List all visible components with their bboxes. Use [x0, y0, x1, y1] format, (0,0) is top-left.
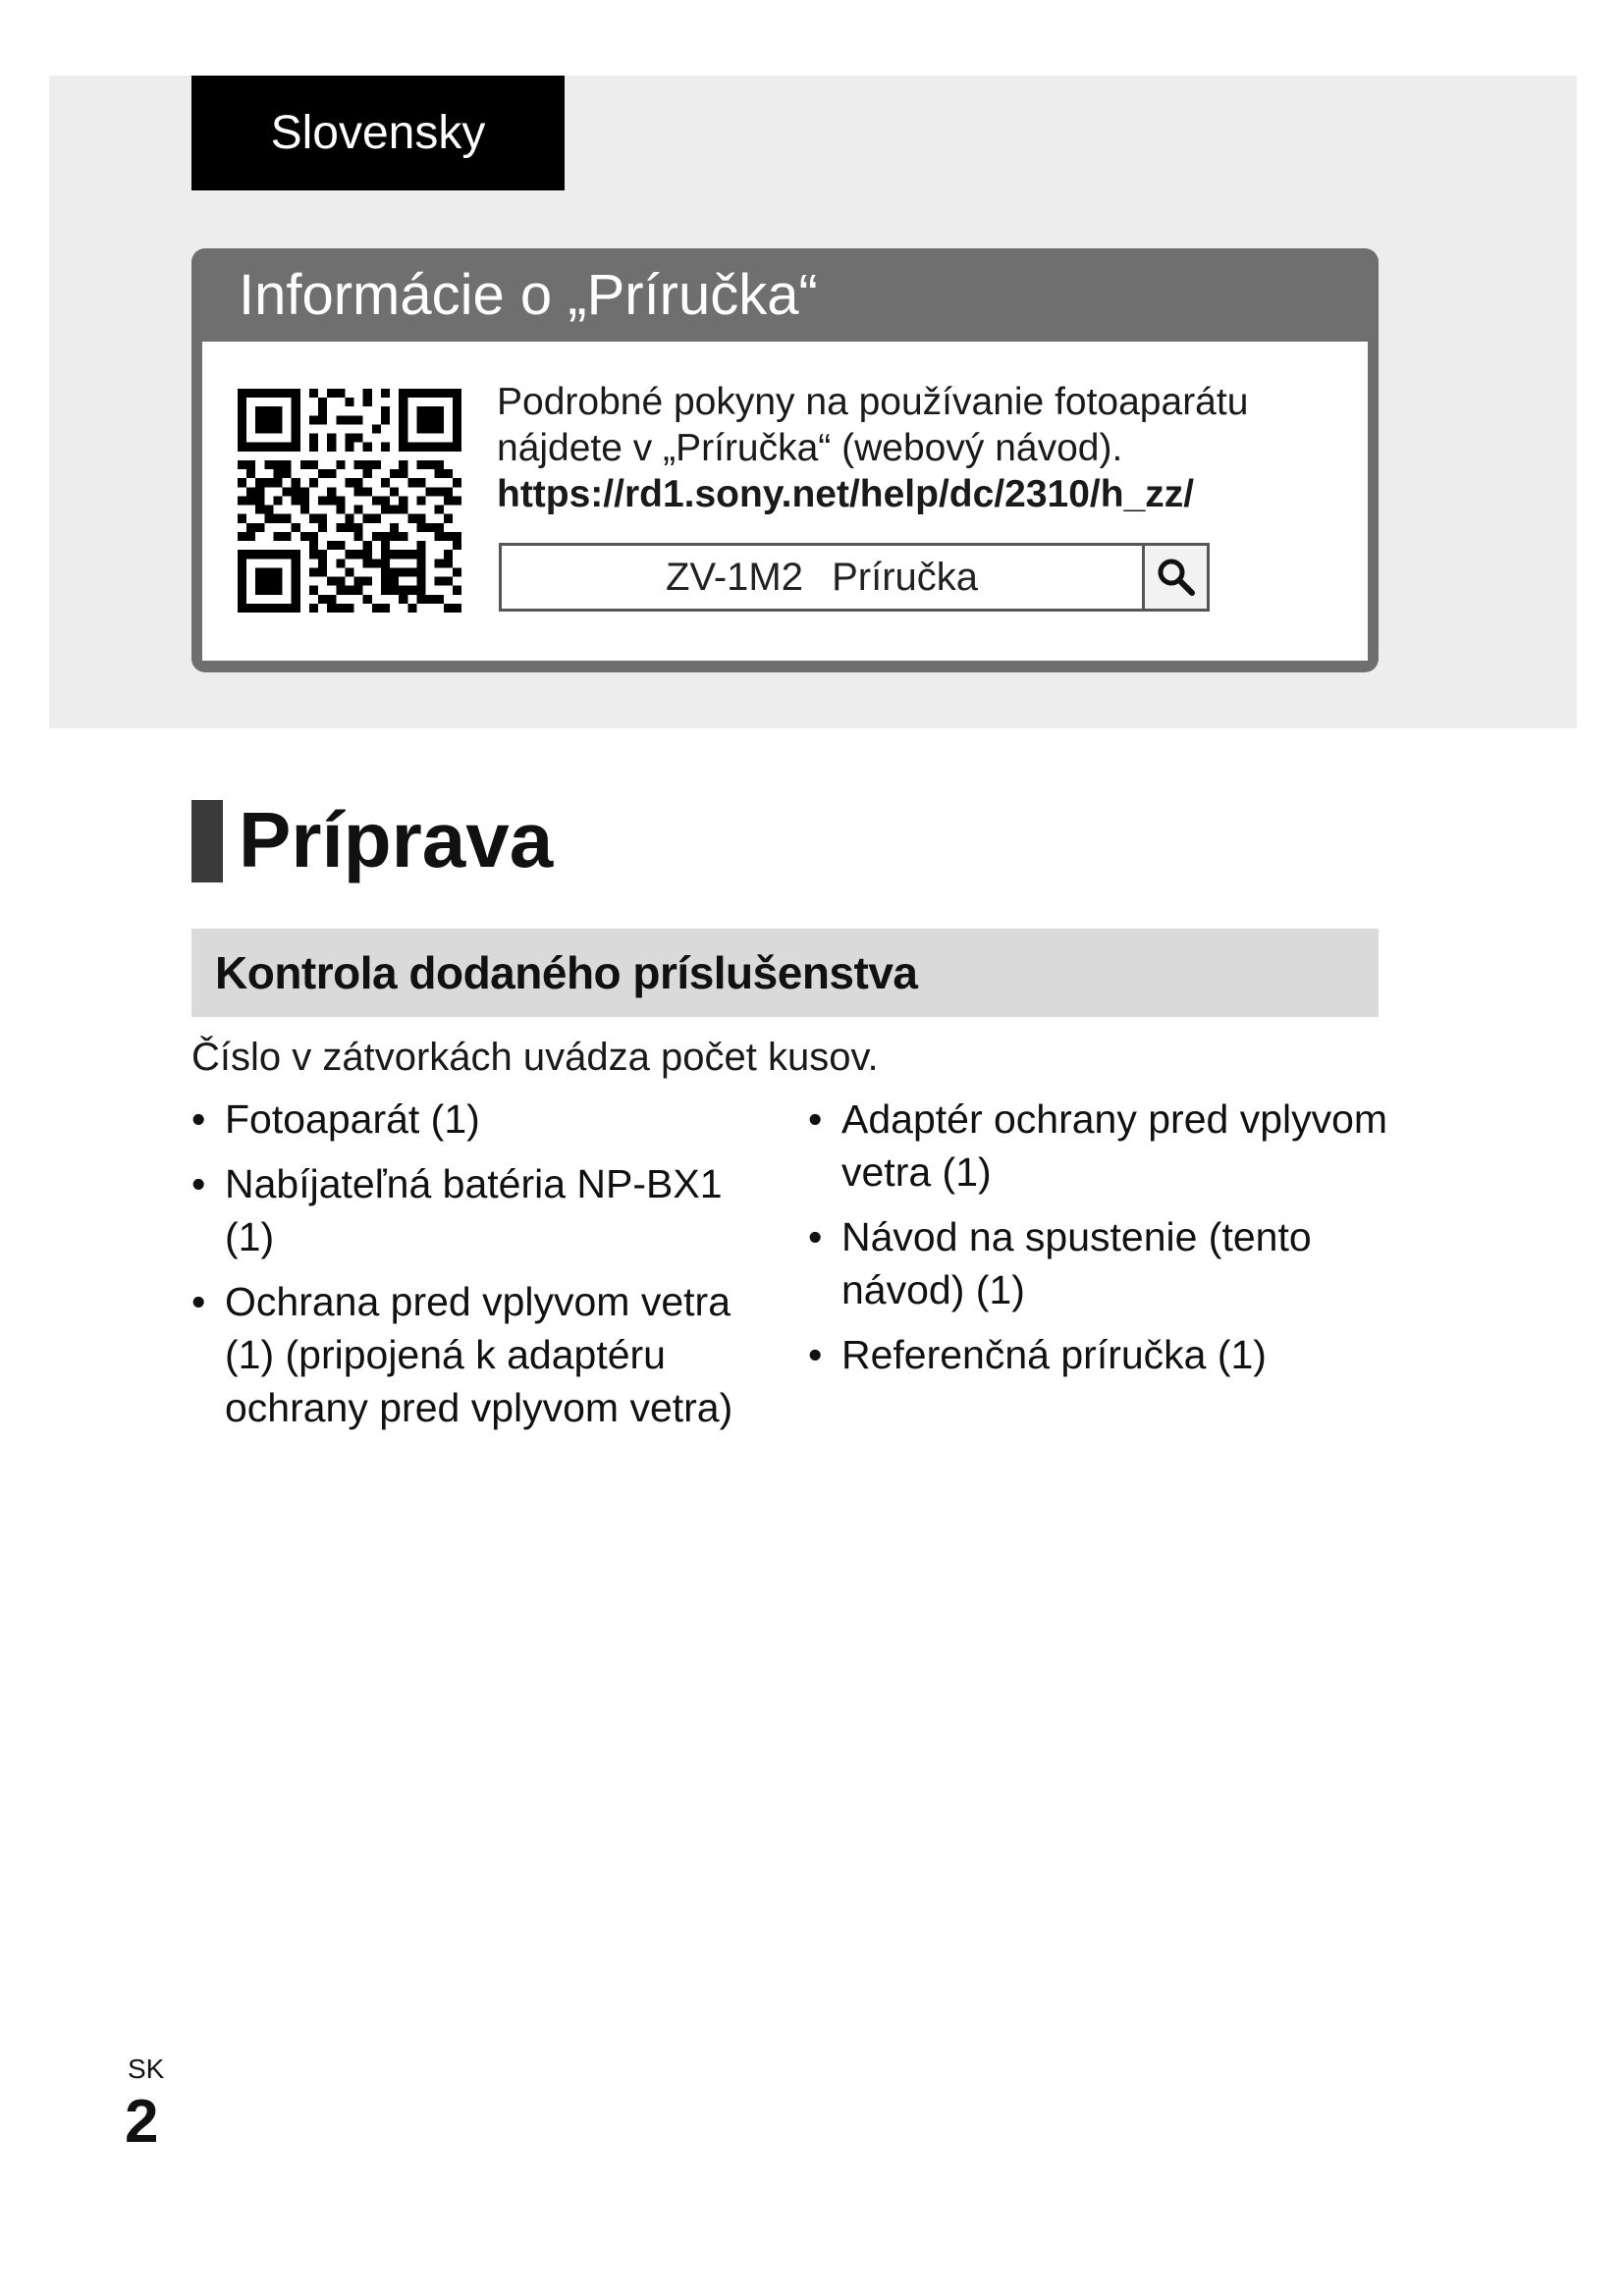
section-marker — [191, 800, 223, 882]
list-item — [191, 1275, 781, 1434]
search-field[interactable] — [499, 543, 1210, 612]
section-title: Príprava — [239, 796, 554, 883]
accessories-list-right — [808, 1093, 1397, 1393]
list-item-text: Adaptér ochrany pred vplyvom vetra (1) — [841, 1096, 1388, 1195]
list-item — [808, 1328, 1397, 1381]
bullet-icon: • — [808, 1332, 823, 1377]
list-item — [191, 1093, 781, 1146]
manual-info-box — [191, 248, 1379, 672]
magnifier-icon — [1155, 556, 1198, 599]
info-box-title: Informácie o „Príručka“ — [239, 263, 818, 327]
page-language-code: SK — [128, 2054, 165, 2084]
bullet-icon: • — [191, 1279, 206, 1324]
list-item — [808, 1210, 1397, 1316]
list-item-text: Ochrana pred vplyvom vetra (1) (pripojená k adaptéru ochrany pred vplyvom vetra) — [225, 1279, 733, 1430]
list-item-text: Referenčná príručka (1) — [841, 1332, 1267, 1377]
list-item-text: Návod na spustenie (tento návod) (1) — [841, 1214, 1312, 1312]
search-field-text: ZV-1M2 Príručka — [665, 555, 979, 599]
bullet-icon: • — [191, 1096, 206, 1142]
search-button[interactable] — [1142, 546, 1207, 609]
manual-url-link[interactable]: https://rd1.sony.net/help/dc/2310/h_zz/ — [497, 473, 1195, 515]
info-box-content — [202, 342, 1368, 661]
list-item-text: Fotoaparát (1) — [225, 1096, 480, 1142]
accessories-intro: Číslo v zátvorkách uvádza počet kusov. — [191, 1036, 879, 1079]
language-tab — [191, 76, 565, 190]
accessories-heading: Kontrola dodaného príslušenstva — [191, 929, 1379, 1017]
info-box-text — [497, 379, 1361, 517]
list-item — [191, 1157, 781, 1263]
bullet-icon: • — [808, 1214, 823, 1259]
bullet-icon: • — [808, 1096, 823, 1142]
qr-code-icon[interactable] — [238, 389, 461, 613]
manual-description: Podrobné pokyny na používanie fotoaparátu nájdete v „Príručka“ (webový návod). — [497, 381, 1249, 469]
list-item — [808, 1093, 1397, 1199]
page-number: 2 — [125, 2088, 159, 2156]
language-tab-label: Slovensky — [270, 107, 486, 159]
list-item-text: Nabíjateľná batéria NP-BX1 (1) — [225, 1161, 723, 1259]
bullet-icon: • — [191, 1161, 206, 1206]
accessories-list-left — [191, 1093, 781, 1446]
